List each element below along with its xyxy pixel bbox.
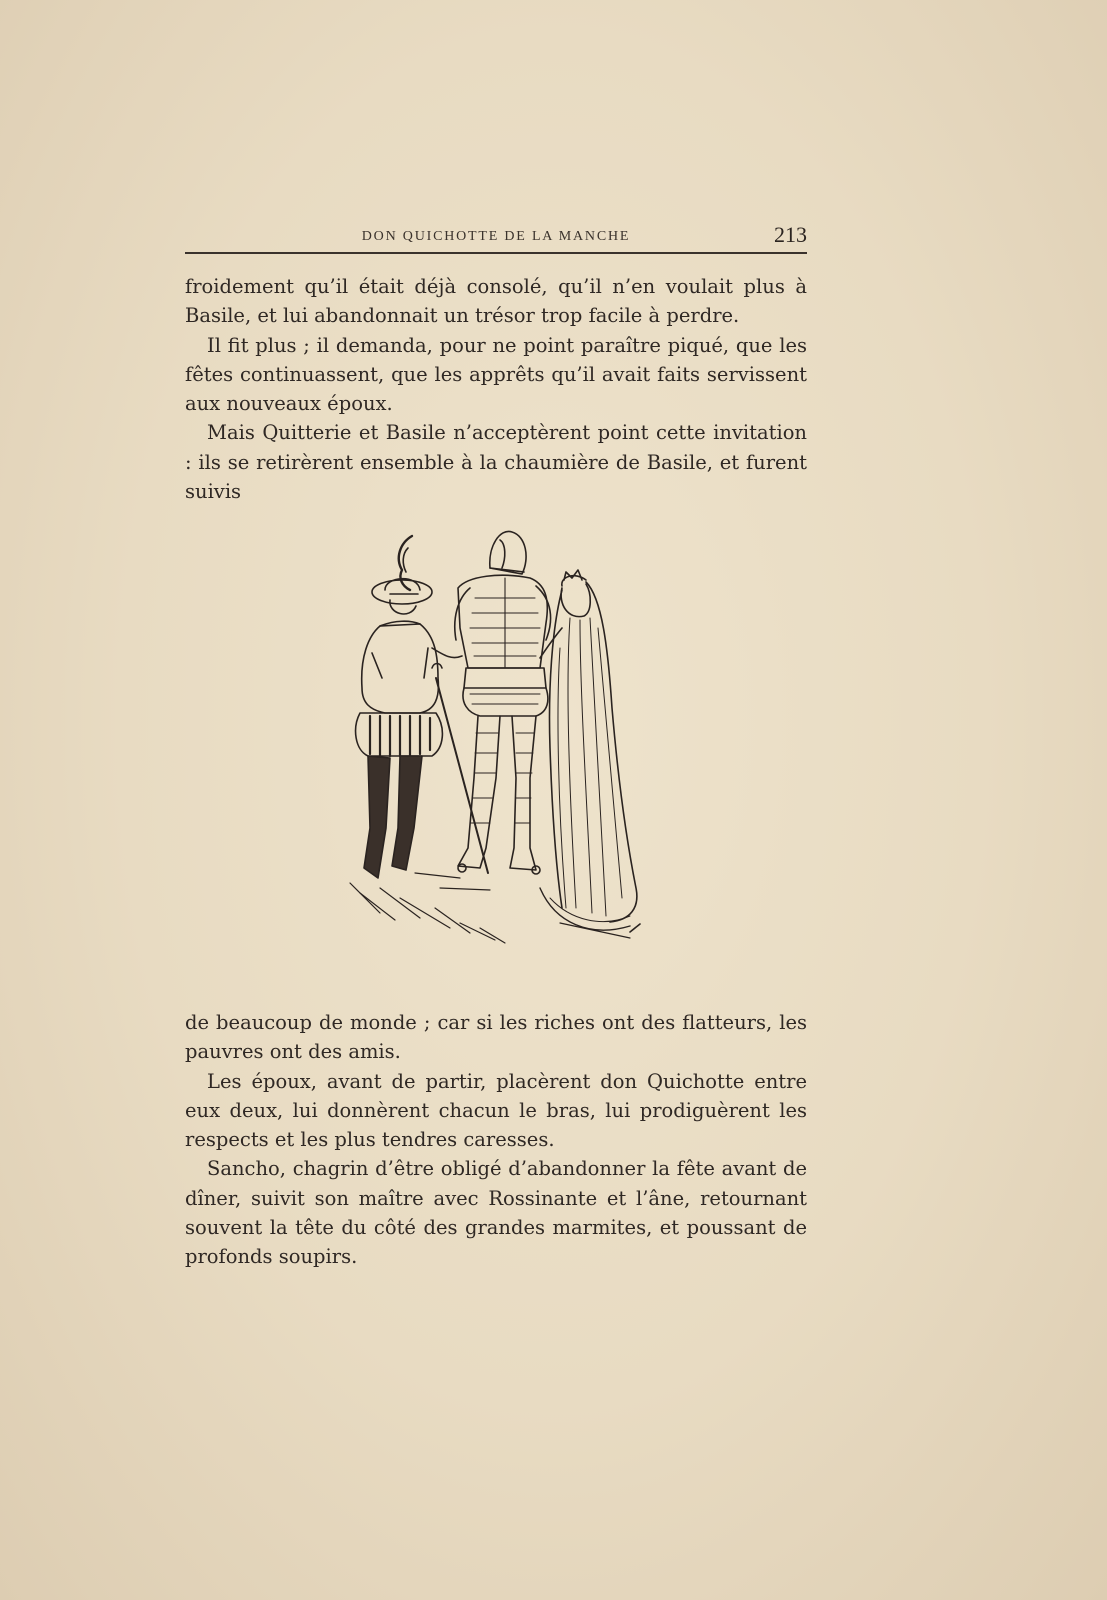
engraving-figures-icon	[340, 528, 660, 968]
running-title: DON QUICHOTTE DE LA MANCHE	[361, 229, 631, 244]
paragraph: Les époux, avant de partir, placèrent don Quichotte entre eux deux, lui donnèrent chacun le bras, lui prodiguèrent les respects et les plus tendres caresses.	[185, 1069, 807, 1152]
sancho-figure	[356, 536, 462, 878]
paragraph: Mais Quitterie et Basile n’acceptèrent point cette invitation : ils se retirèrent ensemble à la chaumière de Basile, et furent suivis	[185, 421, 807, 504]
paragraph: Il fit plus ; il demanda, pour ne point paraître piqué, que les fêtes continuassent, que les apprêts qu’il avait faits servissent aux nouveaux époux.	[185, 333, 807, 416]
engraving-illustration	[340, 528, 660, 968]
running-head	[185, 222, 807, 254]
text-block-top	[185, 272, 807, 506]
text-block-bottom	[185, 1008, 807, 1272]
don-quichotte-figure	[432, 531, 551, 874]
ground-hatching	[350, 873, 505, 943]
quitterie-figure	[540, 570, 640, 938]
paragraph: de beaucoup de monde ; car si les riches ont des flatteurs, les pauvres ont des amis.	[185, 1011, 807, 1064]
paragraph: Sancho, chagrin d’être obligé d’abandonner la fête avant de dîner, suivit son maître avec Rossinante et l’âne, retournant souvent la tête du côté des grandes marmites, et poussant de profonds soupirs.	[185, 1157, 807, 1269]
page-number: 213	[774, 222, 807, 247]
paragraph: froidement qu’il était déjà consolé, qu’il n’en voulait plus à Basile, et lui abandonnait un trésor trop facile à perdre.	[185, 275, 807, 328]
